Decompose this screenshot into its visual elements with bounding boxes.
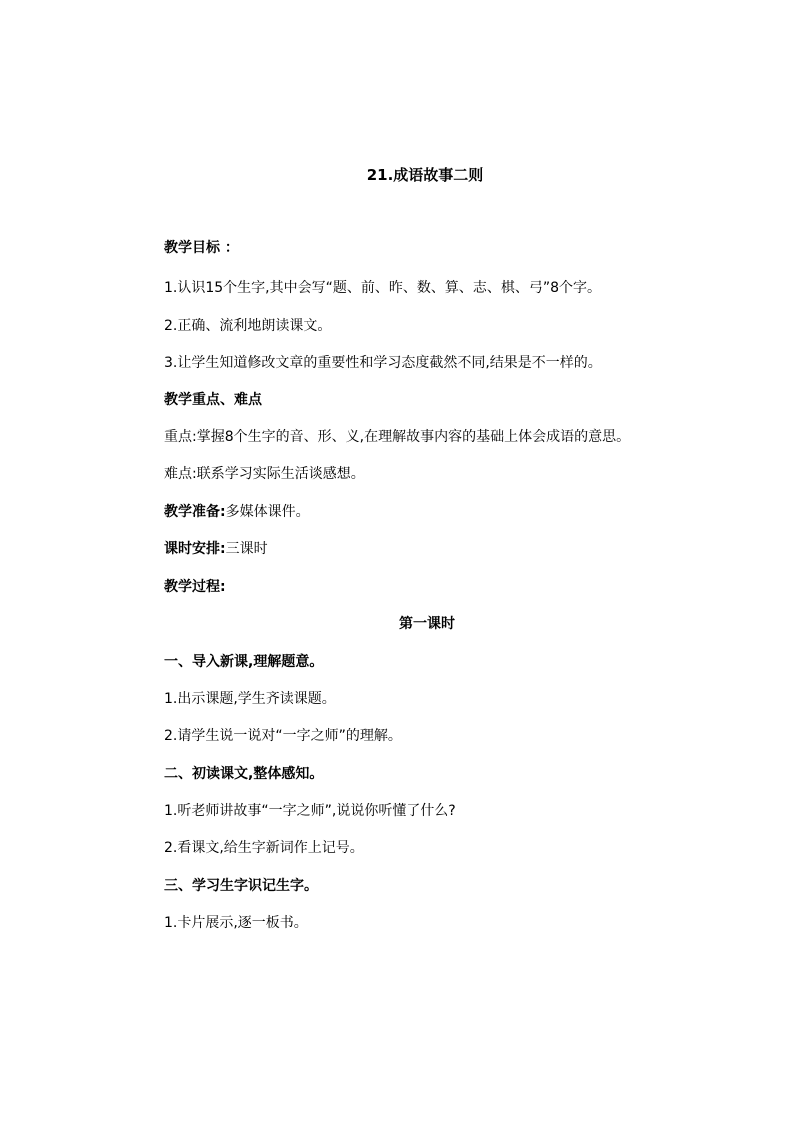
key-point: 重点:掌握8个生字的音、形、义,在理解故事内容的基础上体会成语的意思。 — [164, 429, 631, 445]
schedule-label: 课时安排: — [164, 541, 226, 557]
prep-value: 多媒体课件。 — [225, 504, 310, 520]
goal-item-1: 1.认识15个生字,其中会写“题、前、昨、数、算、志、棋、弓”8个字。 — [164, 280, 602, 296]
section-1-item-1: 1.出示课题,学生齐读课题。 — [164, 691, 336, 707]
key-heading: 教学重点、难点 — [164, 392, 262, 408]
process-heading: 教学过程: — [164, 579, 226, 595]
difficult-point: 难点:联系学习实际生活谈感想。 — [164, 466, 365, 482]
section-3-item-1: 1.卡片展示,逐一板书。 — [164, 915, 308, 931]
section-1-item-2: 2.请学生说一说对“一字之师”的理解。 — [164, 728, 402, 744]
goal-item-2: 2.正确、流利地朗读课文。 — [164, 318, 332, 334]
goals-heading: 教学目标 ： — [164, 240, 239, 256]
section-2-item-2: 2.看课文,给生字新词作上记号。 — [164, 840, 364, 856]
section-3-heading: 三、学习生字识记生字。 — [164, 878, 318, 894]
document-title: 21.成语故事二则 — [366, 166, 484, 184]
schedule-line — [164, 539, 268, 559]
prep-line — [164, 502, 310, 522]
schedule-value: 三课时 — [225, 541, 268, 557]
section-2-item-1: 1.听老师讲故事“一字之师”,说说你听懂了什么? — [164, 803, 456, 819]
prep-label: 教学准备: — [164, 504, 226, 520]
goal-item-3: 3.让学生知道修改文章的重要性和学习态度截然不同,结果是不一样的。 — [164, 355, 602, 371]
section-1-heading: 一、导入新课,理解题意。 — [164, 654, 324, 670]
lesson-heading: 第一课时 — [399, 616, 455, 632]
section-2-heading: 二、初读课文,整体感知。 — [164, 766, 324, 782]
